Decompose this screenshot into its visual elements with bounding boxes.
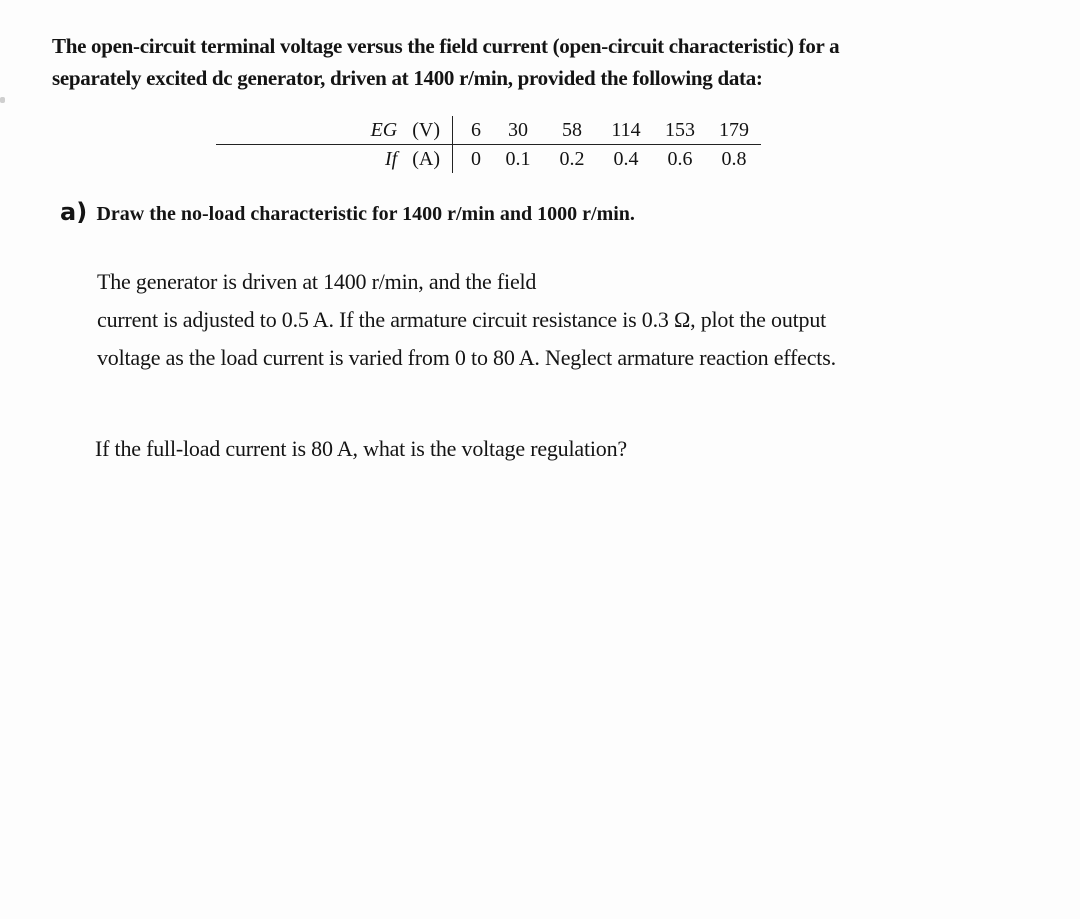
eg-row: [216, 116, 761, 145]
if-symbol: If: [385, 147, 398, 170]
if-value: 0: [453, 145, 492, 174]
intro-line-1: The open-circuit terminal voltage versus the field current (open-circuit characteristic) for a: [52, 34, 840, 58]
if-row-label: [216, 145, 453, 174]
if-value: 0.4: [613, 147, 639, 170]
question-a-text: Draw the no-load characteristic for 1400 r/min and 1000 r/min.: [96, 203, 635, 225]
question-a: [60, 198, 635, 226]
eg-unit: (V): [412, 118, 440, 141]
if-value: 0.2: [559, 147, 585, 170]
if-unit: (A): [412, 147, 440, 170]
eg-value: 114: [599, 116, 653, 145]
if-value: 0.6: [667, 147, 693, 170]
load-paragraph: [97, 263, 1057, 377]
eg-value: 30: [491, 116, 545, 145]
page-mark: [0, 97, 5, 103]
if-value: 0.8: [721, 147, 747, 170]
occ-data-table: [216, 116, 761, 173]
problem-intro: [52, 30, 1012, 94]
question-a-letter: a): [60, 198, 88, 226]
paragraph-line-3: voltage as the load current is varied from 0 to 80 A. Neglect armature reaction effects.: [97, 345, 836, 370]
eg-value: 6: [453, 116, 492, 145]
eg-symbol: EG: [370, 118, 398, 141]
eg-value: 153: [653, 116, 707, 145]
paragraph-line-2: current is adjusted to 0.5 A. If the armature circuit resistance is 0.3 Ω, plot the output: [97, 307, 827, 332]
eg-value: 58: [545, 116, 599, 145]
intro-line-2: separately excited dc generator, driven at 1400 r/min, provided the following data:: [52, 66, 763, 90]
if-row: [216, 145, 761, 174]
paragraph-line-1: The generator is driven at 1400 r/min, and the field: [97, 269, 537, 294]
if-value: 0.1: [505, 147, 531, 170]
regulation-question: If the full-load current is 80 A, what is the voltage regulation?: [95, 436, 627, 461]
eg-value: 179: [707, 116, 761, 145]
eg-row-label: [216, 116, 453, 145]
